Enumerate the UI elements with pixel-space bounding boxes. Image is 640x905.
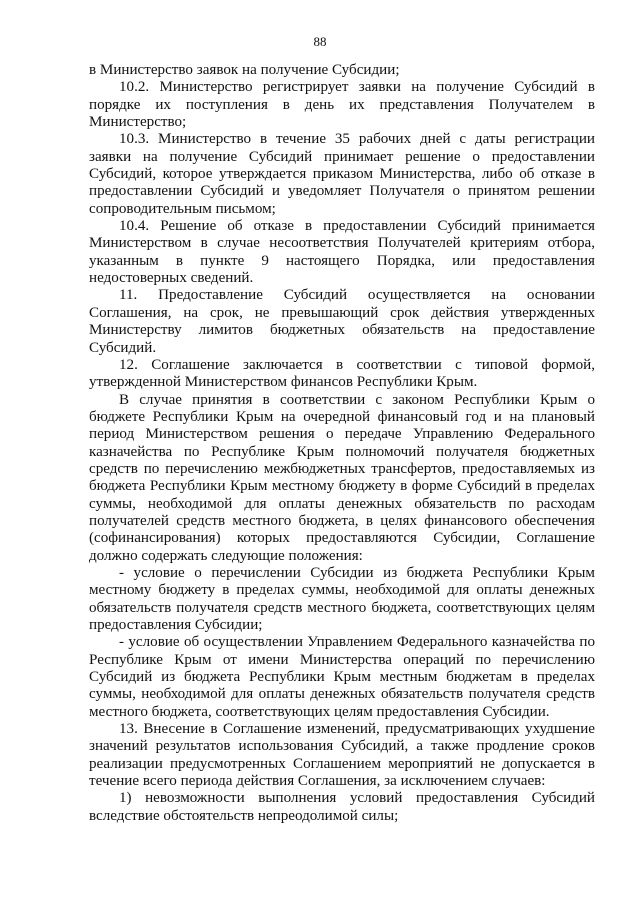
paragraph: в Министерство заявок на получение Субсидии;	[89, 62, 400, 78]
body-text	[89, 62, 595, 825]
paragraph: 11. Предоставление Субсидий осуществляется на основании Соглашения, на срок, не превышающий срок действия утвержденных Министерству лимитов бюджетных обязательств на предоставление Субсидий.	[89, 287, 595, 356]
paragraph: - условие о перечислении Субсидии из бюджета Республики Крым местному бюджету в пределах суммы, необходимой для оплаты денежных обязательств получателя средств местного бюджета, соответствующих целям предоставления Субсидии;	[89, 564, 595, 633]
paragraph: 10.4. Решение об отказе в предоставлении Субсидий принимается Министерством в случае несоответствия Получателей критериям отбора, указанным в пункте 9 настоящего Порядка, или предоставления недостоверных сведений.	[89, 218, 595, 287]
paragraph: - условие об осуществлении Управлением Федерального казначейства по Республике Крым от имени Министерства операций по перечислению Субсидий из бюджета Республики Крым местным бюджетам в пределах суммы, необходимой для оплаты денежных обязательств получателя средств местного бюджета, соответствующих целям предоставления Субсидии.	[89, 634, 595, 720]
paragraph: 13. Внесение в Соглашение изменений, предусматривающих ухудшение значений результатов использования Субсидий, а также продление сроков реализации предусмотренных Соглашением мероприятий не допускается в течение всего периода действия Соглашения, за исключением случаев:	[89, 721, 595, 790]
page-number: 88	[313, 34, 327, 49]
paragraph: 10.2. Министерство регистрирует заявки на получение Субсидий в порядке их поступления в день их представления Получателем в Министерство;	[89, 79, 595, 131]
paragraph: 12. Соглашение заключается в соответствии с типовой формой, утвержденной Министерством финансов Республики Крым.	[89, 356, 595, 391]
paragraph: 10.3. Министерство в течение 35 рабочих дней с даты регистрации заявки на получение Субсидий принимает решение о предоставлении Субсидий, которое утверждается приказом Министерства, либо об отказе в предоставлении Субсидий и уведомляет Получателя о принятом решении сопроводительным письмом;	[89, 131, 595, 217]
paragraph: 1) невозможности выполнения условий предоставления Субсидий вследствие обстоятельств непреодолимой силы;	[89, 790, 595, 824]
paragraph: В случае принятия в соответствии с законом Республики Крым о бюджете Республики Крым на очередной финансовый год и на плановый период Министерством решения о передаче Управлению Федерального казначейства по Республике Крым полномочий получателя бюджетных средств по перечислению межбюджетных трансфертов, предоставляемых из бюджета Республики Крым местному бюджету в форме Субсидий в пределах суммы, необходимой для оплаты денежных обязательств по расходам получателей средств местного бюджета, в целях финансового обеспечения (софинансирования) которых предоставляются Субсидии, Соглашение должно содержать следующие положения:	[89, 391, 595, 564]
